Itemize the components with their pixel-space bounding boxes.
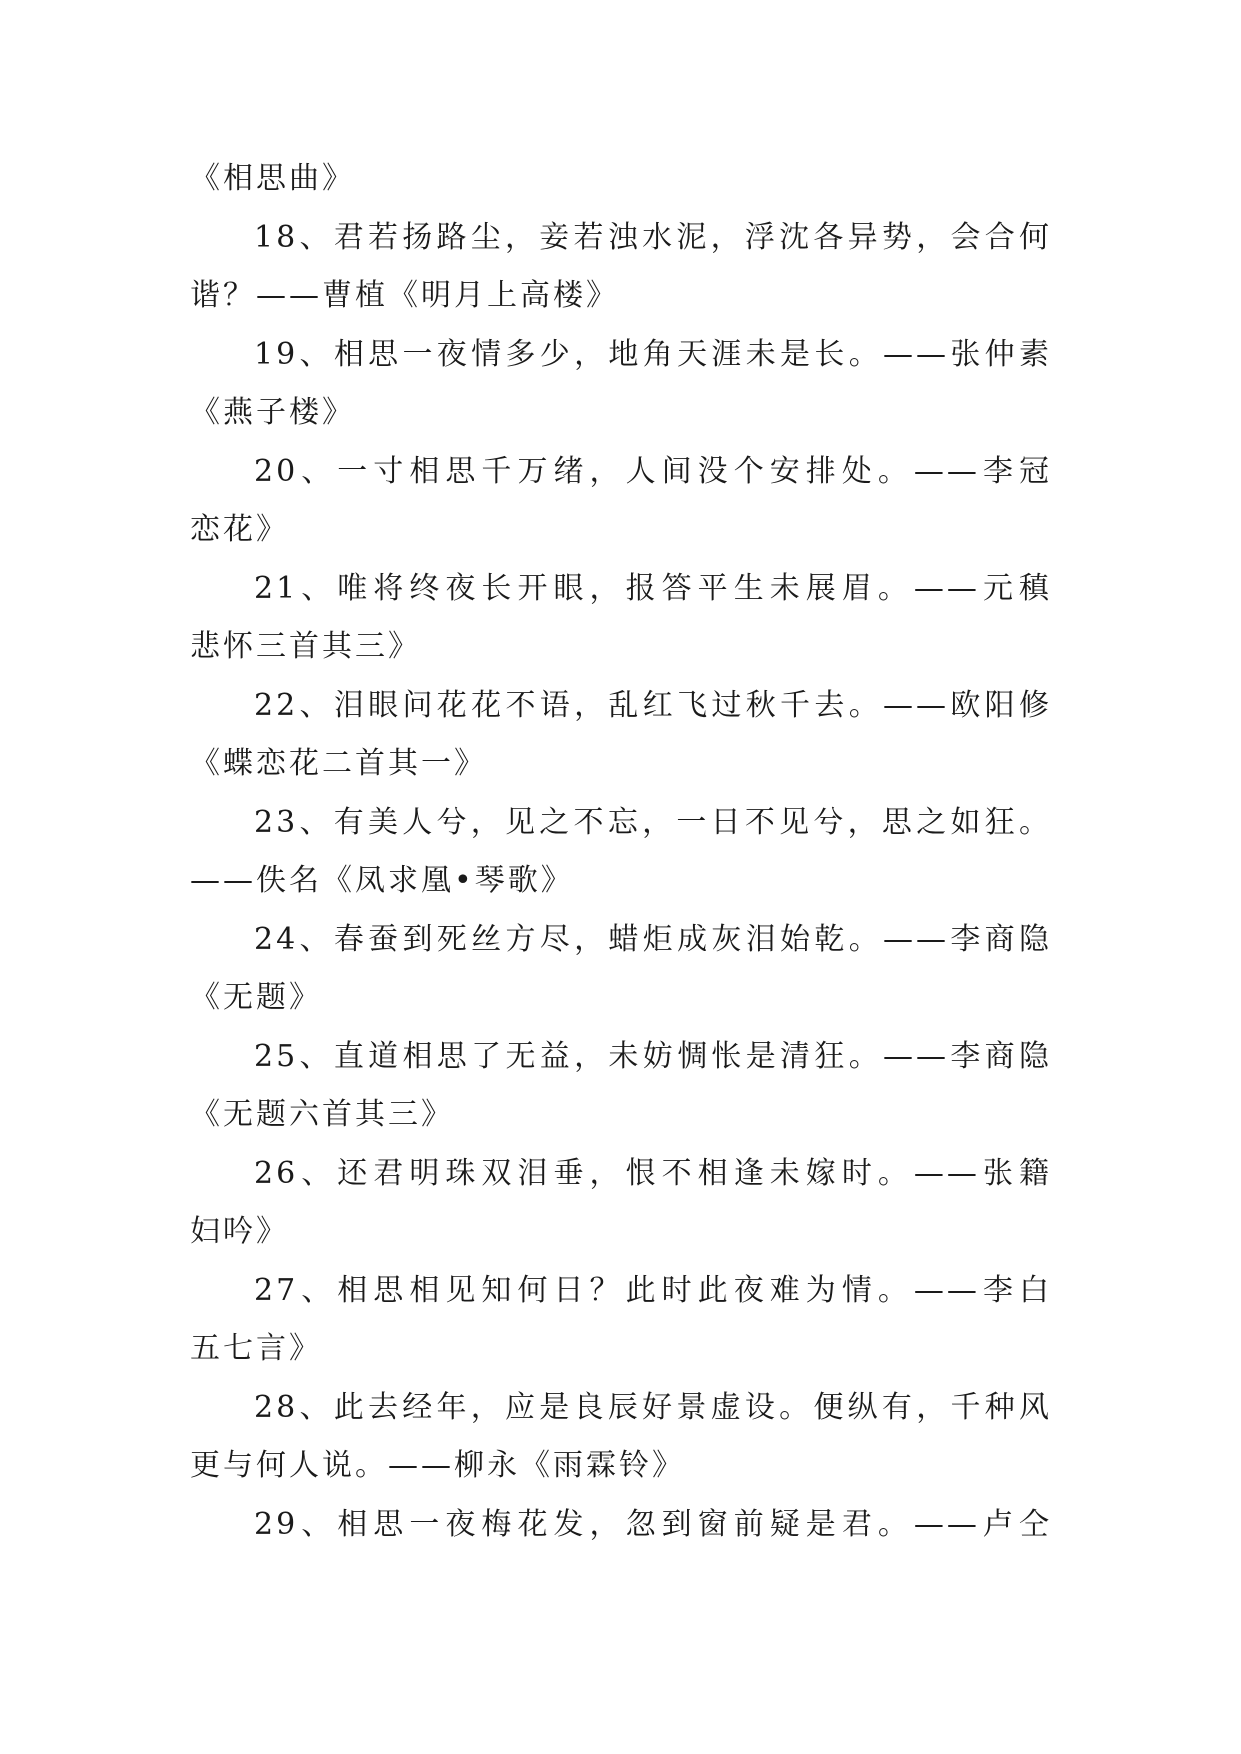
document-line: 26、还君明珠双泪垂，恨不相逢未嫁时。——张籍 [254,1155,1052,1191]
document-line: 《无题六首其三》 [190,1097,454,1132]
document-line: 《燕子楼》 [190,395,355,430]
document-line: 24、春蚕到死丝方尽，蜡炬成灰泪始乾。——李商隐 [254,921,1052,957]
document-line: 更与何人说。——柳永《雨霖铃》 [190,1448,685,1483]
document-line: 28、此去经年，应是良辰好景虚设。便纵有，千种风 [254,1389,1052,1425]
document-line: 五七言》 [190,1331,322,1366]
document-line: 25、直道相思了无益，未妨惆怅是清狂。——李商隐 [254,1038,1052,1074]
document-body [190,150,1052,1554]
document-line: 《相思曲》 [190,161,355,196]
document-line: 谐？——曹植《明月上高楼》 [190,278,619,313]
document-line: ——佚名《凤求凰•琴歌》 [190,863,574,898]
document-line: 妇吟》 [190,1214,289,1249]
document-line: 20、一寸相思千万绪，人间没个安排处。——李冠 [254,453,1052,489]
document-line: 《蝶恋花二首其一》 [190,746,487,781]
document-line: 23、有美人兮，见之不忘，一日不见兮，思之如狂。 [254,804,1052,840]
document-line: 悲怀三首其三》 [190,629,421,664]
document-line: 22、泪眼问花花不语，乱红飞过秋千去。——欧阳修 [254,687,1052,723]
document-line: 27、相思相见知何日？此时此夜难为情。——李白 [254,1272,1052,1308]
document-line: 恋花》 [190,512,289,547]
document-line: 29、相思一夜梅花发，忽到窗前疑是君。——卢仝 [254,1506,1052,1542]
document-line: 19、相思一夜情多少，地角天涯未是长。——张仲素 [254,336,1052,372]
document-line: 《无题》 [190,980,322,1015]
document-line: 18、君若扬路尘，妾若浊水泥，浮沈各异势，会合何 [254,219,1052,255]
document-line: 21、唯将终夜长开眼，报答平生未展眉。——元稹 [254,570,1052,606]
